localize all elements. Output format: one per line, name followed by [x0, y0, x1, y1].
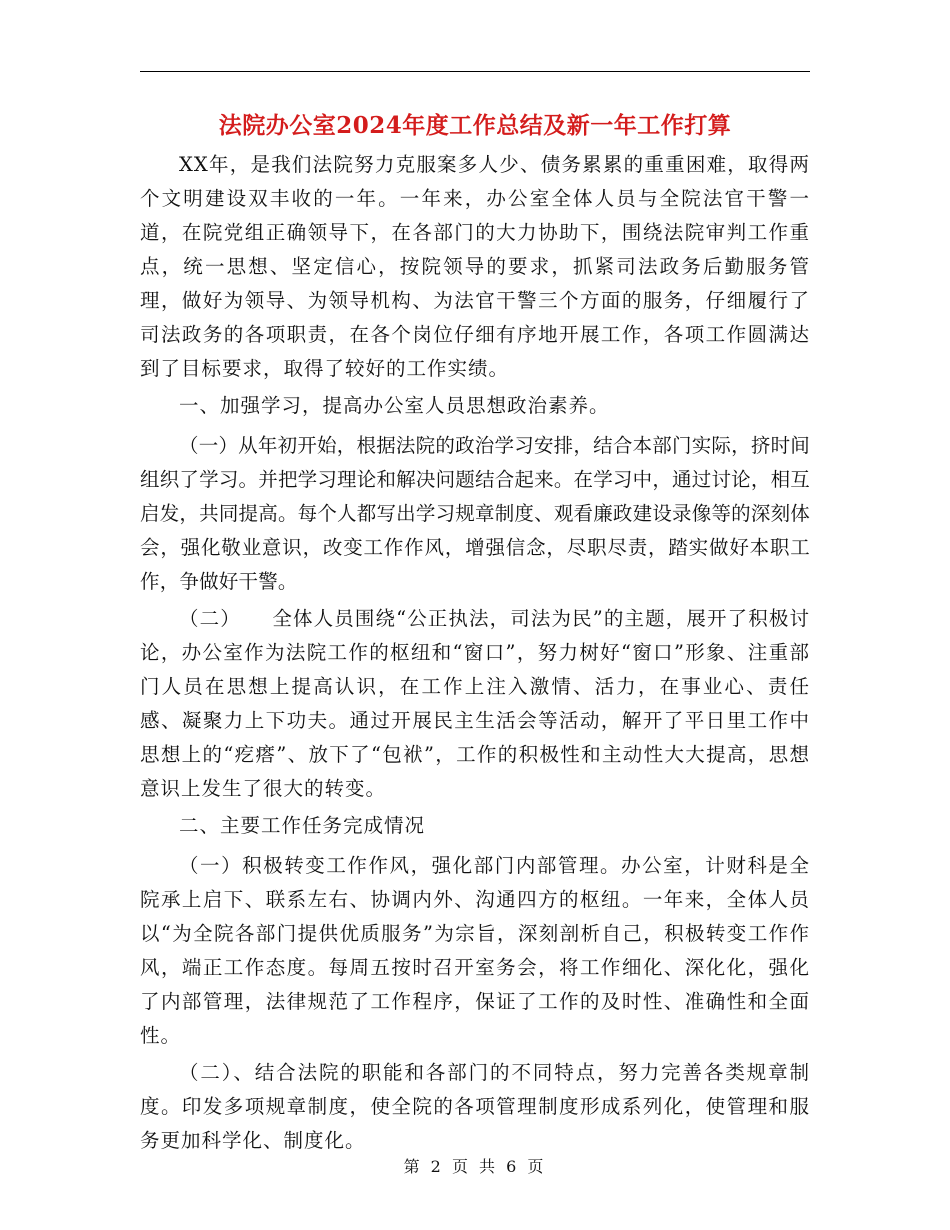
section-1-item-1: （一）从年初开始，根据法院的政治学习安排，结合本部门实际，挤时间组织了学习。并把学习理论和解决问题结合起来。在学习中，通过讨论，相互启发，共同提高。每个人都写出学习规章制度、观看廉政建设录像等的深刻体会，强化敬业意识，改变工作作风，增强信念，尽职尽责，踏实做好本职工作，争做好干警。 — [140, 434, 810, 593]
document-title: 法院办公室2024年度工作总结及新一年工作打算 — [218, 112, 732, 139]
document-body — [140, 148, 810, 1161]
section-heading-1: 一、加强学习，提高办公室人员思想政治素养。 — [179, 394, 610, 417]
header-rule — [140, 71, 810, 72]
section-heading-2: 二、主要工作任务完成情况 — [179, 814, 426, 837]
section-2-item-1: （一）积极转变工作作风，强化部门内部管理。办公室，计财科是全院承上启下、联系左右、协调内外、沟通四方的枢纽。一年来，全体人员以“为全院各部门提供优质服务”为宗旨，深刻剖析自己，积极转变工作作风，端正工作态度。每周五按时召开室务会，将工作细化、深化化，强化了内部管理，法律规范了工作程序，保证了工作的及时性、准确性和全面性。 — [140, 854, 810, 1047]
page-number-footer: 第 2 页 共 6 页 — [403, 1157, 547, 1176]
intro-paragraph: XX年，是我们法院努力克服案多人少、债务累累的重重困难，取得两个文明建设双丰收的一年。一年来，办公室全体人员与全院法官干警一道，在院党组正确领导下，在各部门的大力协助下，围绕法院审判工作重点，统一思想、坚定信心，按院领导的要求，抓紧司法政务后勤服务管理，做好为领导、为领导机构、为法官干警三个方面的服务，仔细履行了司法政务的各项职责，在各个岗位仔细有序地开展工作，各项工作圆满达到了目标要求，取得了较好的工作实绩。 — [140, 153, 810, 380]
section-1-item-2: （二） 全体人员围绕“公正执法，司法为民”的主题，展开了积极讨论，办公室作为法院工作的枢纽和“窗口”，努力树好“窗口”形象、注重部门人员在思想上提高认识，在工作上注入激情、活力，在事业心、责任感、凝聚力上下功夫。通过开展民主生活会等活动，解开了平日里工作中思想上的“疙瘩”、放下了“包袱”，工作的积极性和主动性大大提高，思想意识上发生了很大的转变。 — [140, 607, 810, 800]
section-2-item-2: （二）、结合法院的职能和各部门的不同特点，努力完善各类规章制度。印发多项规章制度，使全院的各项管理制度形成系列化，使管理和服务更加科学化、制度化。 — [140, 1061, 810, 1152]
